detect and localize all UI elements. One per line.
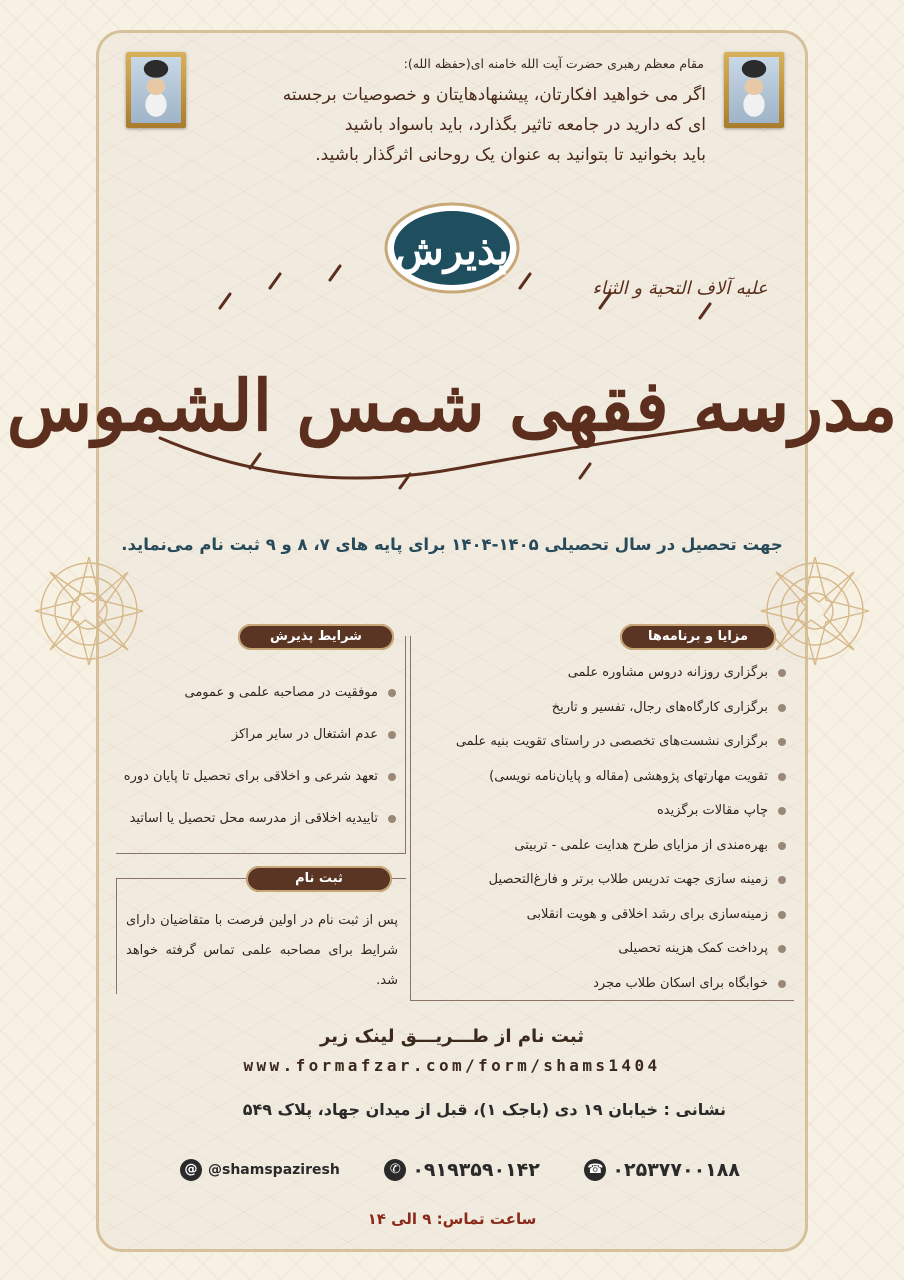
bullet-icon bbox=[778, 807, 786, 815]
list-item: تاییدیه اخلاقی از مدرسه محل تحصیل یا اساتید bbox=[124, 798, 396, 840]
quote-line: ای که دارید در جامعه تاثیر بگذارد، باید باسواد باشید bbox=[344, 115, 706, 135]
list-item: موفقیت در مصاحبه علمی و عمومی bbox=[124, 672, 396, 714]
benefits-heading: مزایا و برنامه‌ها bbox=[620, 624, 776, 650]
benefits-list bbox=[420, 656, 786, 1001]
list-item: چاپ مقالات برگزیده bbox=[420, 794, 786, 829]
bullet-icon bbox=[778, 738, 786, 746]
registration-link[interactable]: www.formafzar.com/form/shams1404 bbox=[243, 1056, 661, 1075]
title-honorific: علیه آلاف التحیة و الثناء bbox=[592, 278, 768, 299]
contact-bar bbox=[180, 1154, 740, 1186]
bullet-icon bbox=[778, 876, 786, 884]
registration-heading: ثبت نام bbox=[246, 866, 392, 892]
conditions-list bbox=[124, 672, 396, 840]
list-item: خوابگاه برای اسکان طلاب مجرد bbox=[420, 967, 786, 1002]
bullet-icon bbox=[778, 773, 786, 781]
social-icon: @ bbox=[180, 1159, 202, 1181]
bullet-icon bbox=[778, 945, 786, 953]
bullet-icon bbox=[778, 669, 786, 677]
bullet-icon bbox=[778, 980, 786, 988]
list-item: تعهد شرعی و اخلاقی برای تحصیل تا پایان دوره bbox=[124, 756, 396, 798]
list-item: بهره‌مندی از مزایای طرح هدایت علمی - تربیتی bbox=[420, 829, 786, 864]
landline-contact[interactable]: ☎ ۰۲۵۳۷۷۰۰۱۸۸ bbox=[584, 1159, 740, 1181]
title-main: مدرسه فقهی شمس الشموس bbox=[6, 364, 898, 447]
list-item: زمینه‌سازی برای رشد اخلاقی و هویت انقلابی bbox=[420, 898, 786, 933]
list-item: برگزاری روزانه دروس مشاوره علمی bbox=[420, 656, 786, 691]
address-text: نشانی : خیابان ۱۹ دی (باجک ۱)، قبل از میدان جهاد، پلاک ۵۴۹ bbox=[242, 1100, 726, 1119]
registration-link-heading: ثبت نام از طـــریـــق لینک زیر bbox=[320, 1026, 584, 1047]
badge-text: پذیرش bbox=[394, 227, 510, 274]
quote-line: باید بخوانید تا بتوانید به عنوان یک روحانی اثرگذار باشید. bbox=[315, 145, 706, 165]
bullet-icon bbox=[778, 704, 786, 712]
admission-badge bbox=[386, 204, 518, 292]
list-item: برگزاری نشست‌های تخصصی در راستای تقویت بنیه علمی bbox=[420, 725, 786, 760]
contact-hours: ساعت تماس: ۹ الی ۱۴ bbox=[367, 1210, 537, 1228]
list-item: تقویت مهارتهای پژوهشی (مقاله و پایان‌نامه نویسی) bbox=[420, 760, 786, 795]
portrait-right bbox=[724, 52, 784, 128]
quote-line: اگر می خواهید افکارتان، پیشنهادهایتان و خصوصیات برجسته bbox=[282, 85, 706, 105]
conditions-heading: شرایط پذیرش bbox=[238, 624, 394, 650]
bullet-icon bbox=[388, 689, 396, 697]
quote-citation: مقام معظم رهبری حضرت آیت الله خامنه ای(حفظه الله): bbox=[403, 56, 704, 71]
bullet-icon bbox=[388, 815, 396, 823]
school-title bbox=[6, 168, 898, 518]
bullet-icon bbox=[388, 773, 396, 781]
list-item: برگزاری کارگاه‌های رجال، تفسیر و تاریخ bbox=[420, 691, 786, 726]
mobile-contact[interactable]: ✆ ۰۹۱۹۳۵۹۰۱۴۲ bbox=[384, 1159, 540, 1181]
telephone-icon: ☎ bbox=[584, 1159, 606, 1181]
list-item: عدم اشتغال در سایر مراکز bbox=[124, 714, 396, 756]
registration-text: پس از ثبت نام در اولین فرصت با متقاضیان دارای شرایط برای مصاحبه علمی تماس گرفته خواهد شد. bbox=[126, 913, 398, 988]
social-contact[interactable]: @ @shamspaziresh bbox=[180, 1159, 340, 1181]
list-item: زمینه سازی جهت تدریس طلاب برتر و فارغ‌التحصیل bbox=[420, 863, 786, 898]
quote-text bbox=[196, 80, 706, 170]
intro-text: جهت تحصیل در سال تحصیلی ۱۴۰۵-۱۴۰۴ برای پایه های ۷، ۸ و ۹ ثبت نام می‌نماید. bbox=[121, 535, 783, 554]
bullet-icon bbox=[778, 842, 786, 850]
bullet-icon bbox=[778, 911, 786, 919]
portrait-left bbox=[126, 52, 186, 128]
bullet-icon bbox=[388, 731, 396, 739]
phone-icon: ✆ bbox=[384, 1159, 406, 1181]
list-item: پرداخت کمک هزینه تحصیلی bbox=[420, 932, 786, 967]
